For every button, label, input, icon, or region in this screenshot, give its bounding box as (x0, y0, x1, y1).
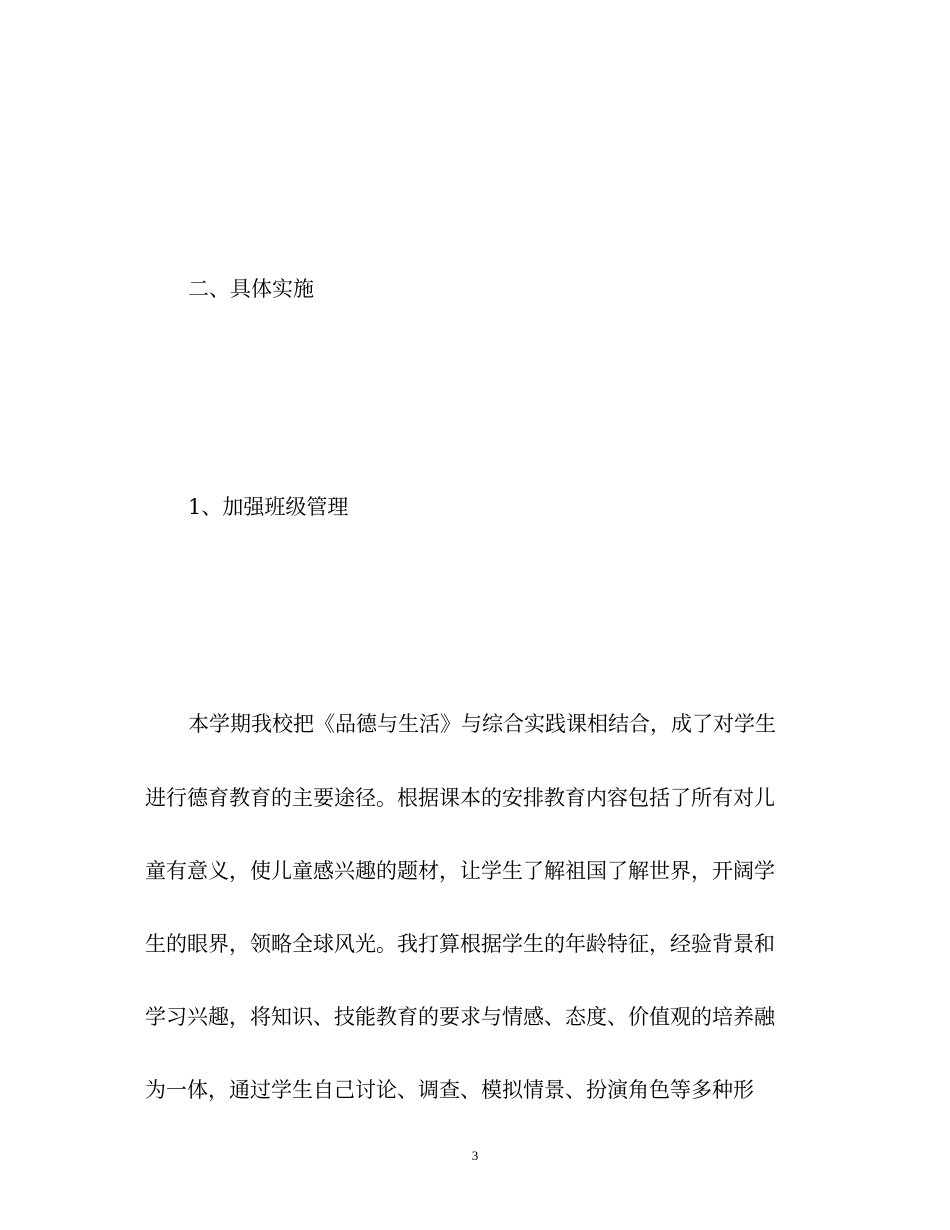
paragraph-line: 童有意义，使儿童感兴趣的题材，让学生了解祖国了解世界，开阔学 (145, 859, 775, 883)
subsection-heading: 1、加强班级管理 (188, 495, 349, 519)
paragraph-line: 进行德育教育的主要途径。根据课本的安排教育内容包括了所有对儿 (145, 786, 775, 810)
paragraph-line: 本学期我校把《品德与生活》与综合实践课相结合，成了对学生 (188, 712, 776, 736)
section-heading: 二、具体实施 (188, 277, 314, 301)
paragraph-line: 生的眼界，领略全球风光。我打算根据学生的年龄特征，经验背景和 (145, 932, 775, 956)
paragraph-line: 为一体，通过学生自己讨论、调查、模拟情景、扮演角色等多种形 (145, 1078, 754, 1102)
page-number: 3 (471, 1148, 479, 1163)
paragraph-line: 学习兴趣，将知识、技能教育的要求与情感、态度、价值观的培养融 (145, 1005, 775, 1029)
